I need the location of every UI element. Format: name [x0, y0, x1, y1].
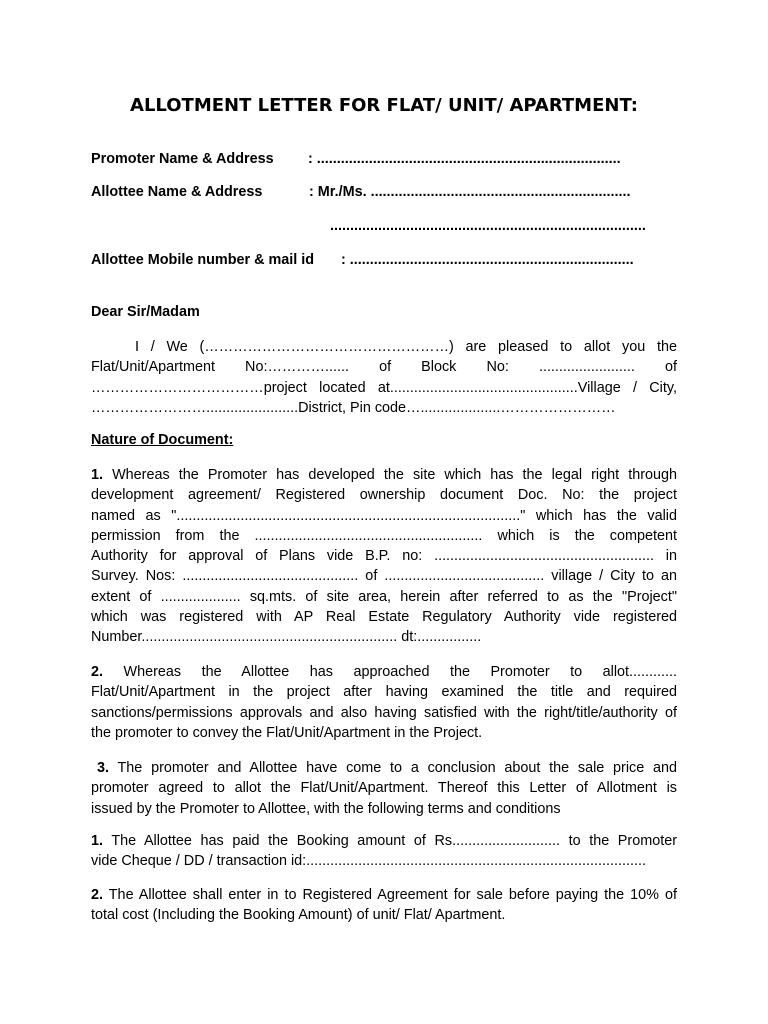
intro-line: ………………………………project located at...............................................Village / City,: [91, 379, 677, 396]
para-line: sanctions/permissions approvals and also having satisfied with the right/title/authority of: [91, 704, 677, 721]
para-number: 3.: [97, 760, 110, 776]
para-line: 2. The Allottee shall enter in to Registered Agreement for sale before paying the 10% of: [91, 887, 677, 903]
paragraph-2: [91, 662, 677, 743]
para-line: 1. The Allottee has paid the Booking amount of Rs........................... to the Promoter: [91, 833, 677, 849]
para-line: Number................................................................ dt:................: [91, 629, 482, 646]
nature-heading: Nature of Document:: [91, 432, 234, 448]
promoter-label: Promoter Name & Address: [91, 151, 274, 167]
intro-line: Flat/Unit/Apartment No:…………...... of Block No: ........................ of: [91, 359, 677, 376]
para-line: Authority for approval of Plans vide B.P. no: ....................................................... in: [91, 548, 677, 565]
allottee-value-line2: ...............................................................................: [330, 218, 646, 234]
para-line: 2. Whereas the Allottee has approached the Promoter to allot............: [91, 664, 677, 680]
document-title: ALLOTMENT LETTER FOR FLAT/ UNIT/ APARTMENT:: [130, 95, 638, 116]
promoter-value: : ............................................................................: [308, 151, 621, 167]
para-number: 2.: [91, 664, 104, 680]
paragraph-3: [91, 758, 677, 819]
para-line: Survey. Nos: ............................................ of ........................................ village / City to an: [91, 568, 677, 585]
para-line: which was registered with AP Real Estate Regulatory Authority vide registered: [91, 609, 677, 626]
allottee-label: Allottee Name & Address: [91, 184, 263, 200]
para-line: 3. The promoter and Allottee have come to a conclusion about the sale price and: [97, 760, 677, 776]
term-1: [91, 831, 677, 872]
intro-line: I / We (……………………………………………) are pleased to allot you the: [135, 339, 677, 355]
term-number: 1.: [91, 833, 104, 849]
para-line: the promoter to convey the Flat/Unit/Apartment in the Project.: [91, 724, 483, 741]
paragraph-1: [91, 465, 677, 648]
para-line: development agreement/ Registered ownership document Doc. No: the project: [91, 487, 677, 504]
para-line: issued by the Promoter to Allottee, with the following terms and conditions: [91, 800, 561, 817]
intro-paragraph: [91, 337, 677, 418]
para-line: permission from the ......................................................... which is the competent: [91, 527, 677, 544]
mobile-label: Allottee Mobile number & mail id: [91, 252, 315, 268]
para-line: Flat/Unit/Apartment in the project after having examined the title and required: [91, 684, 677, 701]
para-line: extent of .................... sq.mts. of site area, herein after referred to as the "Project": [91, 588, 677, 605]
para-line: named as "......................................................................................" which has the valid: [91, 507, 677, 524]
term-2: [91, 885, 677, 926]
para-line: 1. Whereas the Promoter has developed the site which has the legal right through: [91, 467, 677, 483]
para-number: 1.: [91, 467, 104, 483]
salutation: Dear Sir/Madam: [91, 304, 200, 320]
intro-line: …………………….......................District, Pin code…....................……………………: [91, 399, 616, 416]
allottee-value: : Mr./Ms. .................................................................: [309, 184, 631, 200]
term-number: 2.: [91, 887, 104, 903]
para-line: total cost (Including the Booking Amount) of unit/ Flat/ Apartment.: [91, 907, 506, 924]
para-line: vide Cheque / DD / transaction id:.....................................................................................: [91, 853, 647, 870]
para-line: promoter agreed to allot the Flat/Unit/Apartment. Thereof this Letter of Allotment is: [91, 780, 677, 797]
mobile-value: : .......................................................................: [341, 252, 634, 268]
